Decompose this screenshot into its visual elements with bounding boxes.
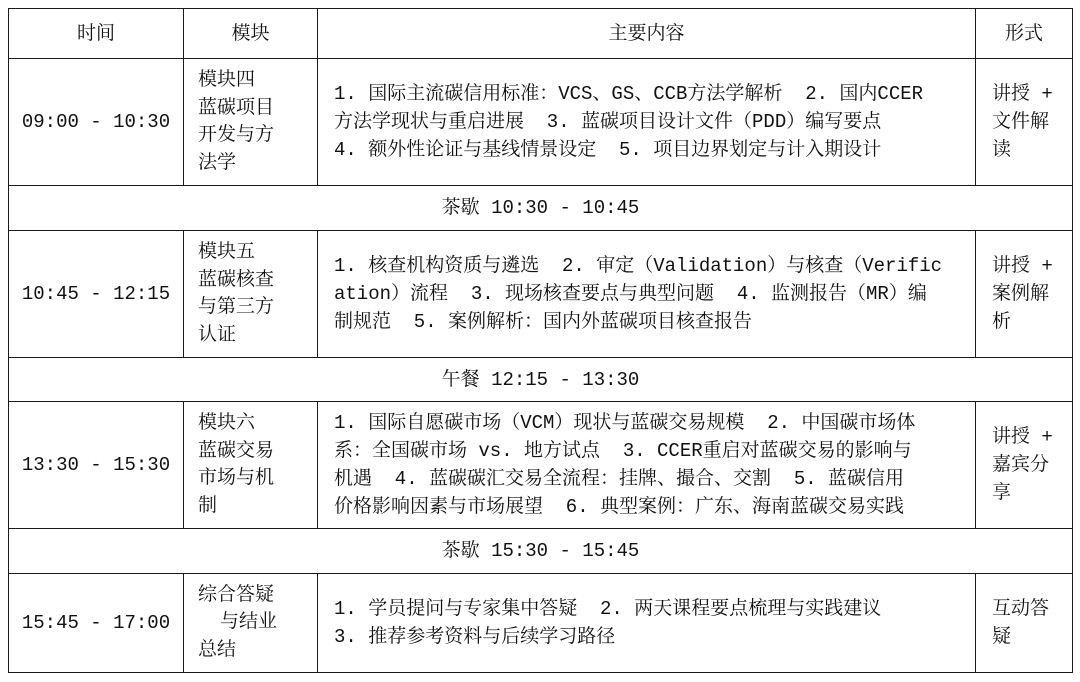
break-row: [9, 186, 1073, 231]
form-line: 讲授 +: [992, 83, 1053, 105]
module-line: 市场与机: [198, 467, 275, 489]
module-line: 法学: [198, 151, 237, 174]
form-line: 互动答: [992, 598, 1050, 620]
content-line: 1. 国际自愿碳市场（VCM）现状与蓝碳交易规模 2. 中国碳市场体: [334, 412, 916, 434]
session-module: [184, 574, 318, 673]
break-row: [9, 358, 1073, 402]
session-content: [318, 402, 976, 529]
session-form: [976, 574, 1073, 673]
module-line: 与第三方: [198, 296, 275, 318]
session-content: [318, 59, 976, 186]
module-line: 认证: [198, 323, 237, 346]
break-label: 午餐 12:15 - 13:30: [9, 358, 1073, 402]
module-line: 开发与方: [198, 124, 275, 146]
content-line: 1. 学员提问与专家集中答疑 2. 两天课程要点梳理与实践建议: [334, 598, 882, 620]
table-row: [9, 402, 1073, 529]
form-line: 讲授 +: [992, 255, 1053, 277]
module-line: 模块四: [198, 69, 256, 91]
break-label: 茶歇 10:30 - 10:45: [9, 186, 1073, 231]
content-line: 价格影响因素与市场展望 6. 典型案例：广东、海南蓝碳交易实践: [334, 496, 905, 518]
header-time: 时间: [9, 9, 184, 59]
content-line: 系：全国碳市场 vs. 地方试点 3. CCER重启对蓝碳交易的影响与: [334, 440, 912, 462]
form-line: 讲授 +: [992, 426, 1053, 448]
module-line: 模块六: [198, 412, 256, 434]
table-row: [9, 231, 1073, 358]
header-content: 主要内容: [318, 9, 976, 59]
table-row: [9, 59, 1073, 186]
module-line: 总结: [198, 638, 237, 661]
session-time: 09:00 - 10:30: [9, 59, 184, 186]
header-form: 形式: [976, 9, 1073, 59]
break-row: [9, 529, 1073, 574]
session-module: [184, 59, 318, 186]
form-line: 析: [992, 311, 1012, 333]
session-module: [184, 231, 318, 358]
table-header-row: [9, 9, 1073, 59]
module-line: 蓝碳交易: [198, 439, 275, 462]
session-module: [184, 402, 318, 529]
content-line: 机遇 4. 蓝碳碳汇交易全流程：挂牌、撮合、交割 5. 蓝碳信用: [334, 468, 905, 490]
session-form: [976, 231, 1073, 358]
course-schedule-table: [8, 8, 1073, 673]
module-line: 制: [198, 494, 218, 517]
table-row: [9, 574, 1073, 673]
content-line: 1. 国际主流碳信用标准：VCS、GS、CCB方法学解析 2. 国内CCER: [334, 83, 924, 105]
session-form: [976, 59, 1073, 186]
session-time: 10:45 - 12:15: [9, 231, 184, 358]
content-line: 3. 推荐参考资料与后续学习路径: [334, 626, 616, 648]
module-line: 蓝碳核查: [198, 268, 275, 291]
header-module: 模块: [184, 9, 318, 59]
session-form: [976, 402, 1073, 529]
module-line: 与结业: [220, 611, 278, 634]
module-line: 蓝碳项目: [198, 96, 275, 119]
break-label: 茶歇 15:30 - 15:45: [9, 529, 1073, 574]
form-line: 读: [992, 139, 1012, 161]
session-content: [318, 574, 976, 673]
content-line: 方法学现状与重启进展 3. 蓝碳项目设计文件（PDD）编写要点: [334, 111, 882, 133]
content-line: ation）流程 3. 现场核查要点与典型问题 4. 监测报告（MR）编: [334, 283, 927, 305]
form-line: 嘉宾分: [992, 454, 1050, 476]
module-line: 综合答疑: [198, 583, 275, 606]
session-time: 13:30 - 15:30: [9, 402, 184, 529]
form-line: 案例解: [992, 283, 1050, 305]
form-line: 文件解: [992, 111, 1050, 133]
content-line: 制规范 5. 案例解析：国内外蓝碳项目核查报告: [334, 311, 753, 333]
content-line: 1. 核查机构资质与遴选 2. 审定（Validation）与核查（Verific: [334, 255, 943, 277]
form-line: 疑: [992, 626, 1012, 648]
session-content: [318, 231, 976, 358]
module-line: 模块五: [198, 241, 256, 263]
content-line: 4. 额外性论证与基线情景设定 5. 项目边界划定与计入期设计: [334, 139, 882, 161]
session-time: 15:45 - 17:00: [9, 574, 184, 673]
form-line: 享: [992, 482, 1012, 504]
